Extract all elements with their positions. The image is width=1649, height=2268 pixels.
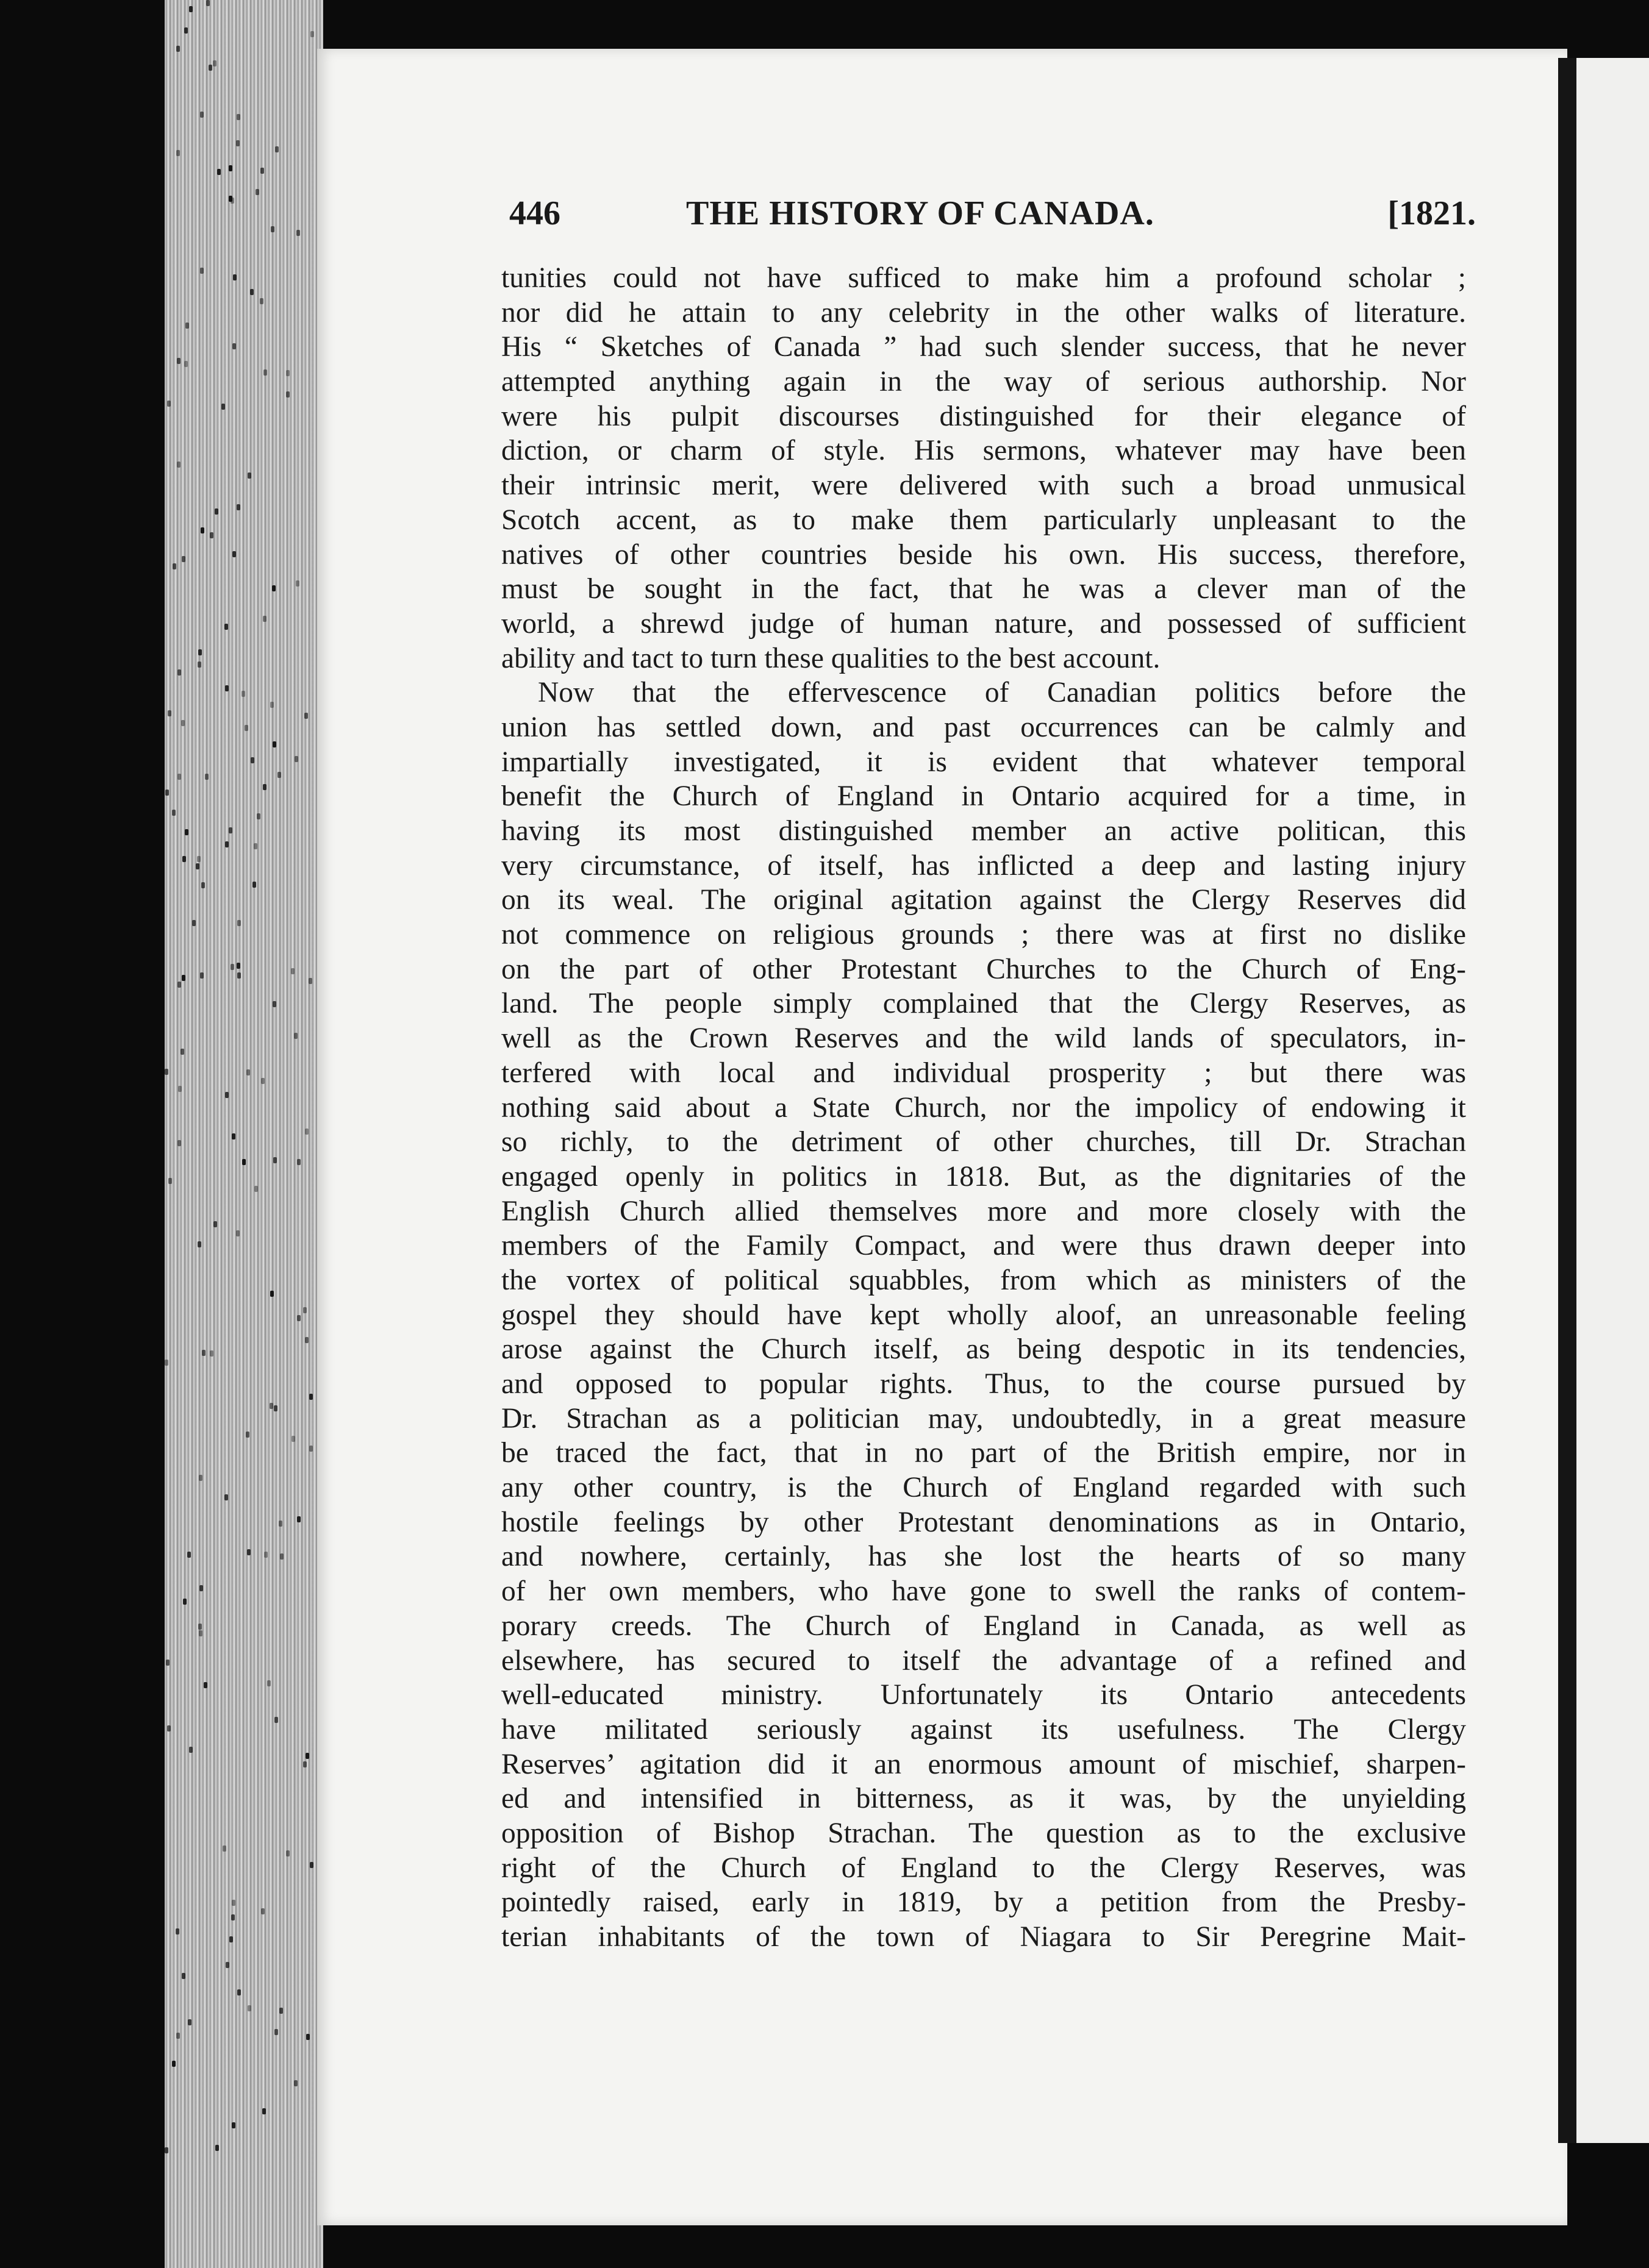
edge-speck — [232, 2122, 235, 2128]
edge-speck — [215, 2145, 219, 2151]
edge-speck — [165, 1360, 168, 1366]
edge-speck — [237, 114, 240, 120]
edge-speck — [225, 685, 229, 691]
edge-speck — [176, 150, 180, 156]
edge-speck — [237, 963, 240, 969]
edge-speck — [245, 725, 248, 731]
edge-speck — [200, 268, 204, 274]
edge-speck — [295, 756, 298, 762]
edge-speck — [304, 713, 308, 719]
edge-speck — [310, 31, 314, 37]
edge-speck — [225, 1092, 229, 1098]
edge-speck — [231, 964, 234, 970]
text-line: very circumstance, of itself, has inflicted a deep and lasting injury — [501, 849, 1466, 882]
page-number: 446 — [509, 194, 560, 232]
edge-speck — [182, 556, 185, 562]
edge-speck — [273, 1001, 276, 1007]
edge-speck — [236, 140, 240, 146]
edge-speck — [309, 978, 312, 984]
edge-speck — [204, 1682, 207, 1688]
edge-speck — [217, 169, 221, 175]
edge-speck — [177, 358, 181, 364]
text-line: arose against the Church itself, as being despotic in its tendencies, — [501, 1333, 1466, 1366]
edge-speck — [237, 504, 240, 510]
edge-speck — [236, 1230, 240, 1236]
text-line: nor did he attain to any celebrity in the other walks of literature. — [501, 296, 1466, 329]
edge-speck — [198, 1241, 201, 1247]
edge-speck — [274, 2029, 278, 2035]
edge-speck — [246, 1069, 250, 1075]
edge-speck — [200, 972, 204, 979]
text-line: terian inhabitants of the town of Niagara to Sir Peregrine Mait- — [501, 1921, 1466, 1953]
edge-speck — [250, 289, 254, 295]
edge-speck — [237, 1989, 241, 1995]
edge-speck — [297, 1159, 301, 1165]
edge-speck — [201, 527, 204, 533]
edge-speck — [273, 741, 276, 747]
edge-speck — [166, 1660, 170, 1666]
edge-speck — [254, 1186, 258, 1192]
text-line: Reserves’ agitation did it an enormous amount of mischief, sharpen- — [501, 1748, 1466, 1780]
edge-speck — [271, 226, 274, 232]
edge-speck — [252, 882, 256, 888]
edge-speck — [165, 1069, 168, 1075]
edge-speck — [229, 1936, 233, 1942]
text-line: were his pulpit discourses distinguished for their elegance of — [501, 400, 1466, 432]
text-line: pointedly raised, early in 1819, by a petition from the Presby- — [501, 1886, 1466, 1919]
edge-speck — [261, 1078, 265, 1084]
edge-speck — [257, 813, 260, 819]
text-line: their intrinsic merit, were delivered with such a broad unmusical — [501, 469, 1466, 502]
edge-speck — [192, 920, 196, 926]
text-line: benefit the Church of England in Ontario acquired for a time, in — [501, 780, 1466, 813]
edge-speck — [229, 827, 232, 833]
edge-speck — [176, 2033, 180, 2039]
text-line: of her own members, who have gone to swell the ranks of contem- — [501, 1575, 1466, 1608]
edge-speck — [246, 1432, 249, 1438]
text-line: must be sought in the fact, that he was a clever man of the — [501, 573, 1466, 605]
edge-speck — [177, 774, 181, 780]
edge-speck — [286, 370, 290, 376]
text-line: right of the Church of England to the Clergy Reserves, was — [501, 1852, 1466, 1884]
edge-speck — [215, 508, 218, 515]
edge-speck — [274, 1717, 278, 1723]
edge-speck — [305, 1129, 309, 1135]
edge-speck — [254, 843, 257, 849]
text-line: any other country, is the Church of England regarded with such — [501, 1472, 1466, 1504]
edge-speck — [270, 1403, 273, 1409]
text-line: tunities could not have sufficed to make him a profound scholar ; — [501, 262, 1466, 294]
edge-speck — [181, 720, 185, 726]
text-line: English Church allied themselves more and more closely with the — [501, 1195, 1466, 1227]
edge-speck — [303, 1307, 307, 1313]
text-line: opposition of Bishop Strachan. The question as to the exclusive — [501, 1817, 1466, 1849]
edge-speck — [201, 882, 205, 888]
edge-speck — [241, 691, 245, 697]
text-line: hostile feelings by other Protestant denominations as in Ontario, — [501, 1506, 1466, 1538]
edge-speck — [167, 401, 171, 407]
edge-speck — [267, 1680, 271, 1686]
edge-speck — [182, 1973, 185, 1979]
edge-speck — [176, 1928, 179, 1935]
text-line: land. The people simply complained that the Clergy Reserves, as — [501, 988, 1466, 1020]
edge-speck — [310, 1862, 313, 1868]
edge-speck — [237, 920, 241, 926]
edge-speck — [294, 1033, 298, 1039]
edge-speck — [226, 1962, 229, 1968]
edge-speck — [280, 1553, 284, 1560]
edge-speck — [291, 968, 295, 974]
edge-speck — [248, 2005, 251, 2011]
edge-speck — [309, 1446, 313, 1452]
edge-speck — [232, 551, 236, 557]
edge-speck — [205, 774, 209, 780]
text-line: porary creeds. The Church of England in Canada, as well as — [501, 1610, 1466, 1642]
running-year: [1821. — [1387, 194, 1476, 232]
edge-speck — [292, 1436, 295, 1442]
edge-speck — [225, 841, 229, 847]
edge-speck — [256, 189, 259, 195]
edge-speck — [296, 230, 300, 236]
text-line: natives of other countries beside his own. His success, therefore, — [501, 538, 1466, 571]
edge-speck — [247, 1549, 251, 1555]
edge-speck — [242, 1159, 246, 1165]
facing-page-gutter — [1558, 58, 1576, 2143]
edge-speck — [213, 60, 216, 66]
edge-speck — [172, 2061, 176, 2067]
edge-speck — [177, 1140, 181, 1146]
edge-speck — [168, 1178, 172, 1184]
text-line: well-educated ministry. Unfortunately its Ontario antecedents — [501, 1679, 1466, 1711]
text-line: elsewhere, has secured to itself the advantage of a refined and — [501, 1644, 1466, 1677]
edge-speck — [181, 1049, 184, 1055]
edge-speck — [251, 757, 254, 763]
edge-speck — [165, 790, 169, 796]
edge-speck — [273, 1157, 277, 1163]
edge-speck — [272, 585, 276, 591]
edge-speck — [263, 369, 267, 376]
edge-speck — [178, 1086, 182, 1092]
text-line: well as the Crown Reserves and the wild lands of speculators, in- — [501, 1022, 1466, 1055]
text-line: the vortex of political squabbles, from which as ministers of the — [501, 1264, 1466, 1296]
text-line: His “ Sketches of Canada ” had such slender success, that he never — [501, 331, 1466, 363]
edge-speck — [260, 298, 263, 304]
facing-page — [1576, 58, 1649, 2143]
edge-speck — [261, 1908, 265, 1914]
text-line: attempted anything again in the way of serious authorship. Nor — [501, 366, 1466, 398]
edge-speck — [167, 1725, 171, 1731]
edge-speck — [237, 972, 241, 979]
text-line: Now that the effervescence of Canadian politics before the — [538, 677, 1466, 709]
edge-speck — [223, 1845, 226, 1852]
edge-speck — [233, 274, 237, 280]
edge-speck — [275, 146, 279, 152]
text-line: Scotch accent, as to make them particularly unpleasant to the — [501, 504, 1466, 536]
edge-speck — [294, 2080, 298, 2086]
text-line: and nowhere, certainly, has she lost the hearts of so many — [501, 1541, 1466, 1573]
page-edge-stack — [165, 0, 323, 2268]
text-line: engaged openly in politics in 1818. But, as the dignitaries of the — [501, 1160, 1466, 1193]
edge-speck — [229, 165, 232, 171]
text-line: have militated seriously against its usefulness. The Clergy — [501, 1713, 1466, 1746]
edge-speck — [196, 863, 199, 869]
text-line: gospel they should have kept wholly aloof, an unreasonable feeling — [501, 1299, 1466, 1331]
edge-speck — [176, 46, 180, 52]
edge-speck — [270, 1291, 274, 1297]
edge-speck — [274, 1405, 277, 1411]
edge-speck — [262, 2108, 266, 2114]
edge-speck — [297, 1315, 301, 1321]
running-title: THE HISTORY OF CANADA. — [686, 194, 1154, 232]
edge-speck — [224, 624, 228, 630]
edge-speck — [210, 1350, 213, 1357]
text-line: union has settled down, and past occurrences can be calmly and — [501, 711, 1466, 743]
text-line: on the part of other Protestant Churches to the Church of Eng- — [501, 953, 1466, 985]
text-line: members of the Family Compact, and were thus drawn deeper into — [501, 1230, 1466, 1262]
edge-speck — [184, 27, 188, 34]
edge-speck — [232, 1133, 235, 1139]
text-line: Dr. Strachan as a politician may, undoubtedly, in a great measure — [501, 1402, 1466, 1435]
edge-speck — [172, 810, 176, 816]
edge-speck — [182, 856, 186, 862]
edge-speck — [305, 1337, 309, 1343]
edge-speck — [297, 1516, 301, 1522]
edge-speck — [182, 975, 185, 981]
edge-speck — [197, 856, 201, 862]
text-line: and opposed to popular rights. Thus, to the course pursued by — [501, 1368, 1466, 1400]
edge-speck — [165, 2147, 168, 2153]
edge-speck — [260, 168, 264, 174]
text-line: impartially investigated, it is evident that whatever temporal — [501, 746, 1466, 778]
edge-speck — [224, 1494, 228, 1500]
edge-speck — [209, 65, 212, 71]
edge-speck — [248, 472, 251, 479]
edge-speck — [198, 649, 202, 655]
edge-speck — [177, 669, 181, 676]
edge-speck — [198, 1624, 202, 1630]
text-line: be traced the fact, that in no part of the British empire, nor in — [501, 1437, 1466, 1469]
text-line: diction, or charm of style. His sermons, whatever may have been — [501, 435, 1466, 467]
edge-speck — [286, 1850, 290, 1856]
edge-speck — [232, 1900, 235, 1906]
edge-speck — [173, 563, 176, 569]
edge-speck — [189, 1747, 193, 1753]
edge-speck — [199, 1475, 202, 1481]
text-line: nothing said about a State Church, nor the impolicy of endowing it — [501, 1091, 1466, 1124]
edge-speck — [263, 784, 266, 790]
text-line: ed and intensified in bitterness, as it was, by the unyielding — [501, 1783, 1466, 1815]
edge-speck — [198, 661, 201, 668]
edge-speck — [200, 112, 204, 118]
edge-speck — [185, 323, 189, 329]
edge-speck — [277, 772, 281, 778]
edge-speck — [270, 702, 274, 708]
edge-speck — [183, 1599, 187, 1605]
text-line: so richly, to the detriment of other churches, till Dr. Strachan — [501, 1126, 1466, 1158]
edge-speck — [206, 0, 210, 6]
edge-speck — [279, 2008, 283, 2014]
text-line: having its most distinguished member an active politican, this — [501, 815, 1466, 847]
edge-speck — [185, 829, 188, 835]
text-line: not commence on religious grounds ; there was at first no dislike — [501, 919, 1466, 951]
edge-speck — [221, 404, 225, 410]
edge-speck — [232, 343, 236, 349]
edge-speck — [168, 710, 171, 716]
text-line: on its weal. The original agitation against the Clergy Reserves did — [501, 884, 1466, 916]
body-text — [501, 261, 1466, 1955]
edge-speck — [188, 2019, 191, 2025]
edge-speck — [296, 580, 299, 587]
edge-speck — [202, 1350, 206, 1356]
edge-speck — [263, 616, 266, 622]
edge-speck — [187, 1552, 191, 1558]
edge-speck — [210, 532, 213, 538]
text-line: ability and tact to turn these qualities to the best account. — [501, 642, 1161, 674]
edge-speck — [264, 1552, 268, 1558]
edge-speck — [306, 2034, 310, 2040]
edge-speck — [189, 6, 193, 12]
text-line: world, a shrewd judge of human nature, and possessed of sufficient — [501, 607, 1466, 640]
edge-speck — [231, 1914, 235, 1920]
edge-speck — [279, 1521, 282, 1527]
text-line: terfered with local and individual prosperity ; but there was — [501, 1057, 1466, 1089]
edge-speck — [303, 1761, 307, 1767]
edge-speck — [199, 1630, 202, 1636]
edge-speck — [177, 462, 181, 468]
edge-speck — [184, 361, 188, 367]
edge-speck — [177, 982, 181, 988]
running-head — [509, 194, 1476, 243]
edge-speck — [213, 1221, 217, 1227]
edge-speck — [199, 1585, 203, 1591]
edge-speck — [306, 1753, 309, 1759]
edge-speck — [309, 1394, 313, 1400]
edge-speck — [229, 196, 232, 202]
edge-speck — [286, 391, 290, 398]
